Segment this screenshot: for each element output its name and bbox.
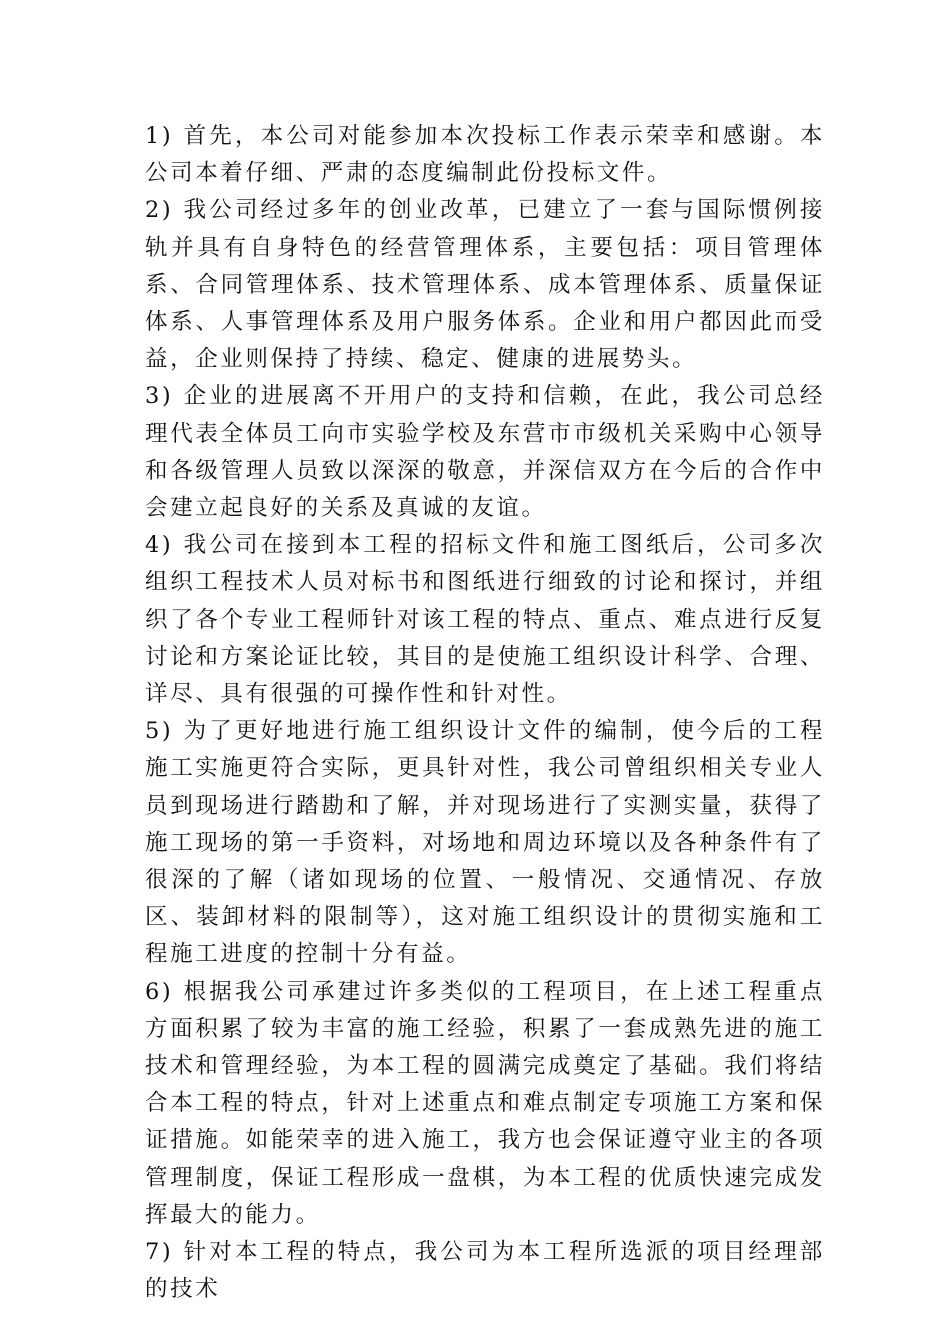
paragraph-1: 1) 首先，本公司对能参加本次投标工作表示荣幸和感谢。本公司本着仔细、严肃的态度编制此份投标文件。 — [145, 123, 825, 187]
paragraph-4: 4) 我公司在接到本工程的招标文件和施工图纸后，公司多次组织工程技术人员对标书和图纸进行细致的讨论和探讨，并组织了各个专业工程师针对该工程的特点、重点、难点进行反复讨论和方案论证比较，其目的是使施工组织设计科学、合理、详尽、具有很强的可操作性和针对性。 — [145, 532, 825, 708]
paragraph-7: 7) 针对本工程的特点，我公司为本工程所选派的项目经理部的技术 — [145, 1239, 825, 1303]
paragraph-6: 6) 根据我公司承建过许多类似的工程项目，在上述工程重点方面积累了较为丰富的施工经验，积累了一套成熟先进的施工技术和管理经验，为本工程的圆满完成奠定了基础。我们将结合本工程的特点，针对上述重点和难点制定专项施工方案和保证措施。如能荣幸的进入施工，我方也会保证遵守业主的各项管理制度，保证工程形成一盘棋，为本工程的优质快速完成发挥最大的能力。 — [145, 978, 825, 1228]
paragraph-3: 3) 企业的进展离不开用户的支持和信赖，在此，我公司总经理代表全体员工向市实验学校及东营市市级机关采购中心领导和各级管理人员致以深深的敬意，并深信双方在今后的合作中会建立起良好的关系及真诚的友谊。 — [145, 383, 825, 522]
body-text — [145, 118, 825, 1309]
paragraph-2: 2) 我公司经过多年的创业改革，已建立了一套与国际惯例接轨并具有自身特色的经营管理体系，主要包括：项目管理体系、合同管理体系、技术管理体系、成本管理体系、质量保证体系、人事管理体系及用户服务体系。企业和用户都因此而受益，企业则保持了持续、稳定、健康的进展势头。 — [145, 197, 825, 373]
paragraph-5: 5) 为了更好地进行施工组织设计文件的编制，使今后的工程施工实施更符合实际，更具针对性，我公司曾组织相关专业人员到现场进行踏勘和了解，并对现场进行了实测实量，获得了施工现场的第一手资料，对场地和周边环境以及各种条件有了很深的了解（诸如现场的位置、一般情况、交通情况、存放区、装卸材料的限制等），这对施工组织设计的贯彻实施和工程施工进度的控制十分有益。 — [145, 718, 825, 968]
